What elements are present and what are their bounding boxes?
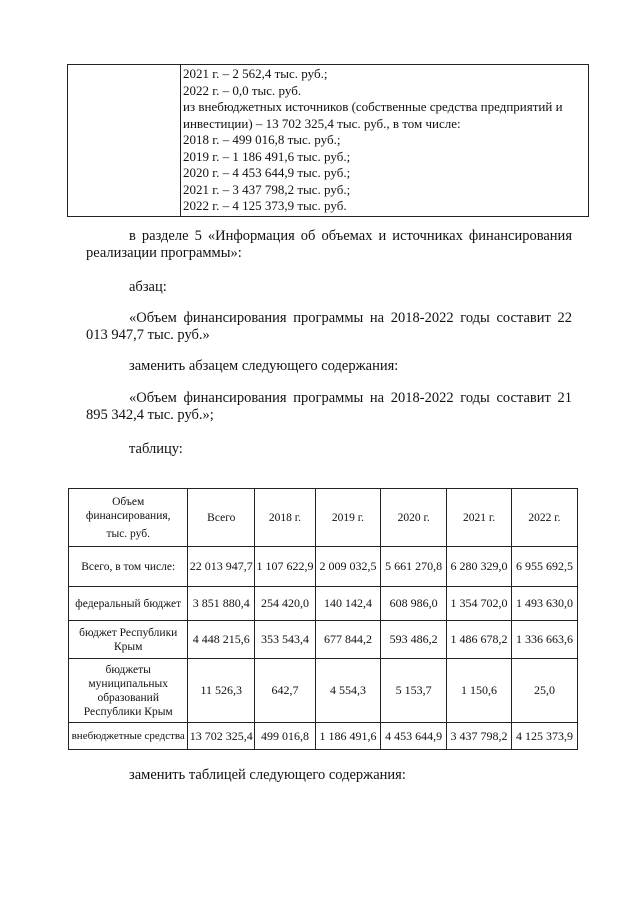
- text-line: из внебюджетных источников (собственные средства предприятий и: [183, 99, 563, 114]
- cell-2018: 254 420,0: [255, 587, 316, 621]
- table-row: [69, 659, 578, 723]
- new-financing-paragraph: «Объем финансирования программы на 2018-2022 годы составит 21 895 342,4 тыс. руб.»;: [86, 390, 572, 423]
- table-row: [69, 547, 578, 587]
- replace-paragraph-instruction: заменить абзацем следующего содержания:: [129, 358, 399, 374]
- table-row: [68, 65, 589, 217]
- column-header-label: [69, 489, 188, 547]
- row-label: Всего, в том числе:: [69, 547, 188, 587]
- cell-2020: 593 486,2: [381, 621, 447, 659]
- table-row: [69, 621, 578, 659]
- row-label: внебюджетные средства: [69, 723, 188, 750]
- cell-2021: 1 150,6: [447, 659, 512, 723]
- text-line: 2020 г. – 4 453 644,9 тыс. руб.;: [183, 165, 351, 180]
- table-header-row: [69, 489, 578, 547]
- cell-2021: 3 437 798,2: [447, 723, 512, 750]
- cell-2020: 5 661 270,8: [381, 547, 447, 587]
- header-label-line: финансирования,: [85, 509, 171, 522]
- cell-2022: 25,0: [511, 659, 577, 723]
- header-label-line: тыс. руб.: [106, 527, 150, 540]
- cell-2018: 499 016,8: [255, 723, 316, 750]
- column-header-total: Всего: [188, 489, 255, 547]
- old-financing-paragraph: «Объем финансирования программы на 2018-2022 годы составит 22 013 947,7 тыс. руб.»: [86, 310, 572, 343]
- cell-total: 3 851 880,4: [188, 587, 255, 621]
- cell-2019: 2 009 032,5: [315, 547, 380, 587]
- row-label: бюджет Республики Крым: [69, 621, 188, 659]
- cell-total: 13 702 325,4: [188, 723, 255, 750]
- column-header-2021: 2021 г.: [447, 489, 512, 547]
- cell-2018: 642,7: [255, 659, 316, 723]
- financing-table: [68, 488, 578, 750]
- cell-2019: 140 142,4: [315, 587, 380, 621]
- paragraph-label: абзац:: [129, 279, 167, 295]
- text-line: 2021 г. – 3 437 798,2 тыс. руб.;: [183, 181, 351, 197]
- section-5-paragraph: в разделе 5 «Информация об объемах и источниках финансирования реализации программы»:: [86, 228, 572, 261]
- cell-2019: 4 554,3: [315, 659, 380, 723]
- cell-2020: 608 986,0: [381, 587, 447, 621]
- row-label: федеральный бюджет: [69, 587, 188, 621]
- column-header-2019: 2019 г.: [315, 489, 380, 547]
- cell-2019: 677 844,2: [315, 621, 380, 659]
- cell-2020: 5 153,7: [381, 659, 447, 723]
- cell-2021: 6 280 329,0: [447, 547, 512, 587]
- cell-total: 11 526,3: [188, 659, 255, 723]
- cell-total: 22 013 947,7: [188, 547, 255, 587]
- header-label-line: Объем: [112, 495, 145, 508]
- financing-continuation-table: [67, 64, 589, 217]
- replace-table-instruction: заменить таблицей следующего содержания:: [129, 767, 406, 783]
- cell-total: 4 448 215,6: [188, 621, 255, 659]
- financing-text-cell: [181, 65, 589, 217]
- text-line: 2022 г. – 4 125 373,9 тыс. руб.: [183, 198, 347, 213]
- table-row: [69, 723, 578, 750]
- cell-2022: 6 955 692,5: [511, 547, 577, 587]
- cell-2020: 4 453 644,9: [381, 723, 447, 750]
- column-header-2022: 2022 г.: [511, 489, 577, 547]
- row-label: бюджеты муниципальных образований Республики Крым: [69, 659, 188, 723]
- cell-2018: 1 107 622,9: [255, 547, 316, 587]
- cell-2022: 4 125 373,9: [511, 723, 577, 750]
- cell-2021: 1 486 678,2: [447, 621, 512, 659]
- column-header-2018: 2018 г.: [255, 489, 316, 547]
- text-line: 2018 г. – 499 016,8 тыс. руб.;: [183, 132, 341, 147]
- cell-2021: 1 354 702,0: [447, 587, 512, 621]
- cell-2019: 1 186 491,6: [315, 723, 380, 750]
- column-header-2020: 2020 г.: [381, 489, 447, 547]
- table-label: таблицу:: [129, 441, 183, 457]
- cell-2018: 353 543,4: [255, 621, 316, 659]
- text-line: 2022 г. – 0,0 тыс. руб.: [183, 82, 302, 98]
- table-row: [69, 587, 578, 621]
- text-line: инвестиции) – 13 702 325,4 тыс. руб., в том числе:: [183, 115, 461, 131]
- text-line: 2019 г. – 1 186 491,6 тыс. руб.;: [183, 148, 351, 164]
- text-line: 2021 г. – 2 562,4 тыс. руб.;: [183, 66, 328, 81]
- cell-2022: 1 493 630,0: [511, 587, 577, 621]
- cell-2022: 1 336 663,6: [511, 621, 577, 659]
- empty-left-cell: [68, 65, 181, 217]
